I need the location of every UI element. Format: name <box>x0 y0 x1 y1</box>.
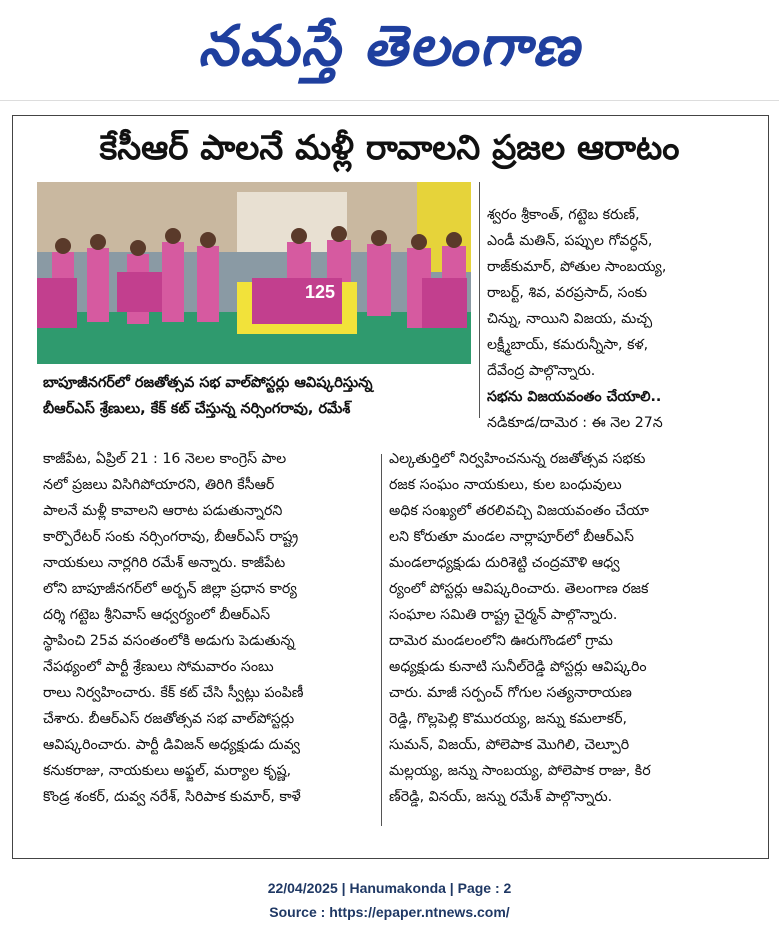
footer-meta: 22/04/2025 | Hanumakonda | Page : 2 <box>267 880 512 896</box>
text-line: చారు. మాజీ సర్పంచ్ గోగుల సత్యనారాయణ <box>389 685 632 701</box>
footer-source: Source : https://epaper.ntnews.com/ <box>269 904 510 920</box>
text-line: పాలనే మళ్లీ కావాలని ఆరాట పడుతున్నారని <box>43 503 283 519</box>
photo-caption <box>43 370 483 422</box>
text-line: మల్లయ్య, జన్ను సాంబయ్య, పోలెపాక రాజు, కిర <box>389 763 651 779</box>
right-top-column <box>487 202 763 436</box>
text-line: లక్ష్మీబాయ్, కమరున్నీసా, కళ, <box>487 337 649 353</box>
text-line: ణ్‌రెడ్డి, వినయ్, జన్ను రమేశ్ పాల్గొన్నారు. <box>389 789 613 805</box>
article-photo <box>37 182 471 364</box>
newspaper-logo: నమస్తే తెలంగాణ <box>198 13 581 79</box>
text-line: కనుకరాజు, నాయకులు అఫ్జల్, మర్యాల కృష్ణ, <box>43 763 292 779</box>
text-line: నేపథ్యంలో పార్టీ శ్రేణులు సోమవారం సంబు <box>43 659 274 675</box>
masthead <box>0 0 779 100</box>
article-headline: కేసీఆర్ పాలనే మళ్లీ రావాలని ప్రజల ఆరాటం <box>99 128 680 168</box>
text-line: లని కోరుతూ మండల నార్లాపూర్‌లో బీఆర్ఎస్ <box>389 529 634 545</box>
text-line: ఆవిష్కరించారు. పార్టీ డివిజన్ అధ్యక్షుడు దువ్వ <box>43 737 300 753</box>
text-line: కార్పొరేటర్ సంకు నర్సింగరావు, బీఆర్ఎస్ రాష్ట్ర <box>43 529 299 545</box>
text-line: రెడ్డి, గొల్లపెల్లి కొమురయ్య, జన్ను కమలాకర్, <box>389 711 628 727</box>
text-line: ఎండీ మతిన్, పప్పుల గోవర్ధన్, <box>487 233 653 249</box>
right-column <box>389 446 761 810</box>
text-line: రాబర్ట్, శివ, వరప్రసాద్, సంకు <box>487 285 647 301</box>
text-line: స్థాపించి 25వ వసంతంలోకి అడుగు పెడుతున్న <box>43 633 295 649</box>
text-line: ర్యంలో పోస్టర్లు ఆవిష్కరించారు. తెలంగాణ రజక <box>389 581 649 597</box>
text-line: చేశారు. బీఆర్ఎస్ రజతోత్సవ సభ వాల్‌పోస్టర్లు <box>43 711 295 727</box>
text-line: కాజీపేట, ఏప్రిల్ 21 : 16 నెలల కాంగ్రెస్ పాల <box>43 451 287 467</box>
text-line: లోని బాపూజీనగర్‌లో అర్బన్ జిల్లా ప్రధాన కార్య <box>43 581 297 597</box>
caption-line: బాపూజీనగర్‌లో రజతోత్సవ సభ వాల్‌పోస్టర్లు ఆవిష్కరిస్తున్న <box>43 375 373 391</box>
text-line: రాజ్‌కుమార్, పోతుల సాంబయ్య, <box>487 259 667 275</box>
text-line: నాయకులు నార్లగిరి రమేశ్ అన్నారు. కాజీపేట <box>43 555 286 571</box>
text-line: దామెర మండలంలోని ఊరుగొండలో గ్రామ <box>389 633 613 649</box>
text-line: రజక సంఘం నాయకులు, కుల బంధువులు <box>389 477 622 493</box>
text-line: కొండ్ర శంకర్, దువ్వ నరేశ్, సిరిపాక కుమార్, కాళే <box>43 789 301 805</box>
text-line: నడికూడ/దామెర : ఈ నెల 27న <box>487 415 663 431</box>
masthead-divider <box>0 100 779 101</box>
text-line: నలో ప్రజలు విసిగిపోయారని, తిరిగి కేసీఆర్ <box>43 477 275 493</box>
text-line: దర్శి గట్టెబ శ్రీనివాస్ ఆధ్వర్యంలో బీఆర్ఎస్ <box>43 607 271 623</box>
text-line: అధిక సంఖ్యలో తరలివచ్చి విజయవంతం చేయా <box>389 503 649 519</box>
text-line: సుమన్, విజయ్, పోలెపాక మొగిలి, చెల్పూరి <box>389 737 630 753</box>
photo-banner-number: 125 <box>305 282 336 302</box>
text-line: చిన్ను, నాయిని విజయ, మచ్చ <box>487 311 653 327</box>
section-subhead: సభను విజయవంతం చేయాలి.. <box>487 389 662 405</box>
photo-column-divider <box>479 182 480 418</box>
text-line: సంఘాల సమితి రాష్ట్ర చైర్మన్ పాల్గొన్నారు. <box>389 607 618 623</box>
text-line: ఎల్కతుర్తిలో నిర్వహించనున్న రజతోత్సవ సభకు <box>389 451 646 467</box>
text-line: రాలు నిర్వహించారు. కేక్ కట్ చేసి స్వీట్లు పంపిణీ <box>43 685 304 701</box>
text-line: శ్వరం శ్రీకాంత్, గట్టెబ కరుణ్, <box>487 207 640 223</box>
left-column <box>43 446 383 810</box>
text-line: మండలాధ్యక్షుడు దురిశెట్టి చంద్రమౌళి ఆధ్వ <box>389 555 620 571</box>
text-line: దేవేంద్ర పాల్గొన్నారు. <box>487 363 596 379</box>
caption-line: బీఆర్ఎస్ శ్రేణులు, కేక్ కట్ చేస్తున్న నర్సింగరావు, రమేశ్ <box>43 401 351 417</box>
photo-illustration <box>37 182 471 364</box>
article-clipping <box>12 115 769 859</box>
text-line: అధ్యక్షుడు కునాటి సునీల్‌రెడ్డి పోస్టర్లు ఆవిష్కరిం <box>389 659 647 675</box>
